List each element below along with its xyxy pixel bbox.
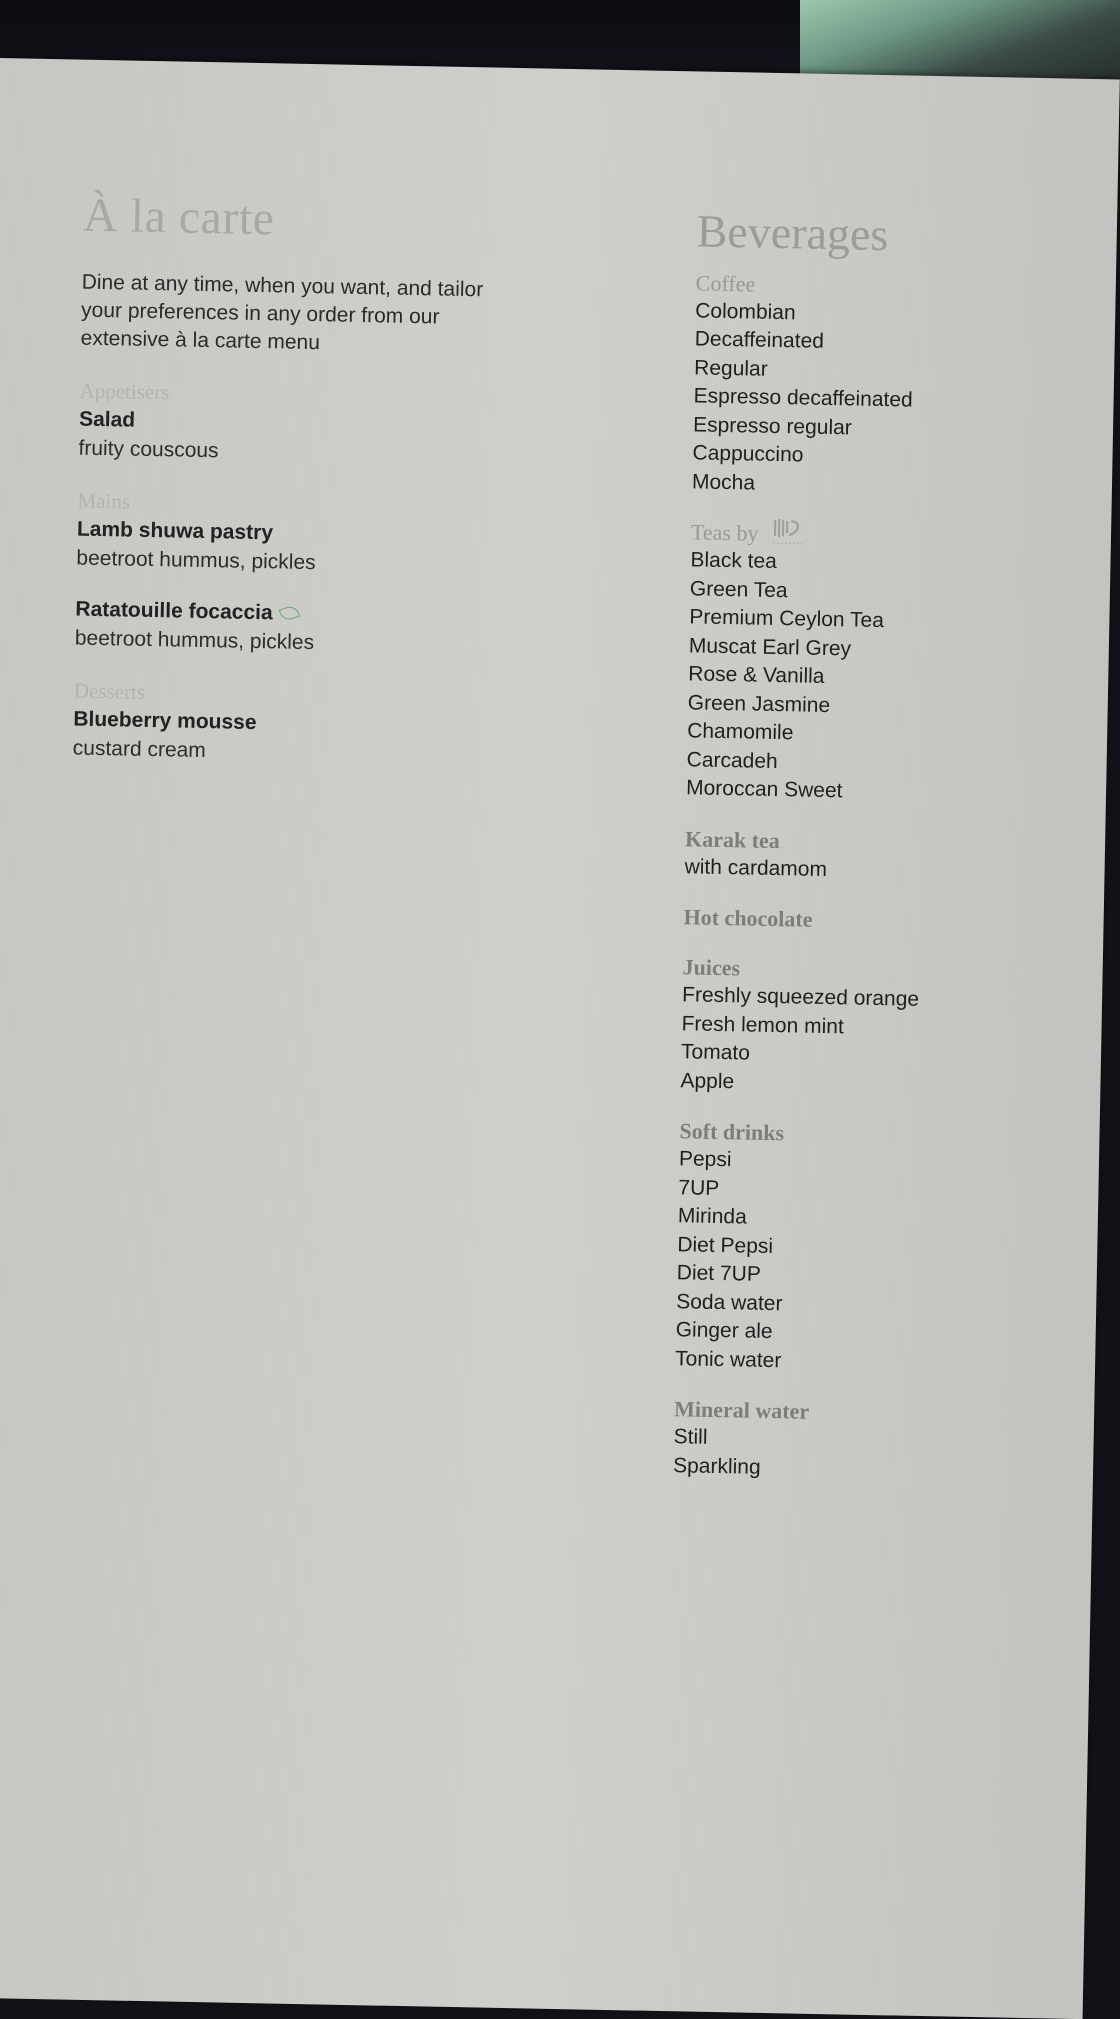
teas-group	[686, 518, 1051, 809]
karak-list	[684, 853, 1044, 888]
beverage-item: Pepsi	[678, 1147, 732, 1172]
a-la-carte-column	[72, 190, 583, 796]
beverage-item: Espresso decaffeinated	[693, 384, 913, 412]
beverage-item: Soda water	[676, 1289, 783, 1315]
beverage-item: Apple	[680, 1068, 735, 1093]
beverage-item: Cappuccino	[692, 441, 804, 467]
mineral-water-label: Mineral water	[673, 1396, 810, 1424]
coffee-list	[692, 297, 1056, 503]
beverage-item: Tomato	[680, 1040, 751, 1065]
coffee-group	[692, 269, 1056, 503]
vegetarian-leaf-icon	[279, 604, 300, 622]
dish-description: fruity couscous	[78, 436, 219, 463]
dish-description: beetroot hummus, pickles	[74, 626, 315, 654]
beverage-item: Muscat Earl Grey	[688, 633, 852, 661]
beverage-item: Black tea	[690, 548, 778, 574]
beverage-item: Colombian	[695, 298, 796, 324]
dish-name-text: Salad	[78, 407, 136, 432]
a-la-carte-title: À la carte	[82, 188, 276, 246]
dish-item	[72, 704, 573, 772]
beverage-item: Tonic water	[674, 1346, 782, 1372]
section-label: Mains	[77, 488, 131, 514]
beverage-item: Chamomile	[686, 719, 794, 745]
karak-label: Karak tea	[684, 825, 781, 853]
mineral-water-group	[673, 1395, 1035, 1487]
teas-list	[686, 546, 1051, 809]
hot-chocolate-label: Hot chocolate	[683, 904, 813, 932]
beverage-item: Carcadeh	[686, 747, 778, 773]
tea-brand-logo-icon	[768, 521, 808, 548]
beverage-item: Sparkling	[672, 1453, 761, 1479]
mains-section	[75, 486, 578, 662]
dish-description: custard cream	[72, 736, 207, 762]
dish-name-text: Ratatouille focaccia	[75, 597, 273, 625]
beverage-item: Premium Ceylon Tea	[689, 605, 885, 633]
desserts-section	[72, 676, 574, 772]
beverage-item: Fresh lemon mint	[681, 1011, 845, 1038]
beverage-item: Mirinda	[677, 1204, 747, 1229]
beverage-item: Espresso regular	[692, 412, 853, 440]
beverage-item: Rose & Vanilla	[688, 662, 825, 689]
mineral-water-list	[673, 1423, 1034, 1487]
beverage-item: Diet Pepsi	[677, 1232, 774, 1258]
section-label: Appetisers	[79, 378, 170, 405]
dish-item	[78, 404, 579, 472]
beverage-item: Still	[673, 1425, 708, 1449]
karak-group	[684, 825, 1045, 888]
beverage-item: Freshly squeezed orange	[681, 983, 920, 1011]
juices-list	[680, 981, 1042, 1102]
beverage-item: Green Tea	[689, 576, 788, 602]
hot-chocolate-group	[683, 903, 1043, 938]
dish-description: beetroot hummus, pickles	[76, 546, 316, 574]
teas-label-text: Teas by	[690, 519, 759, 546]
beverage-item: Diet 7UP	[676, 1261, 762, 1286]
a-la-carte-intro: Dine at any time, when you want, and tailor your preferences in any order from our extensive à la carte menu	[80, 270, 484, 354]
soft-drinks-label: Soft drinks	[679, 1118, 785, 1146]
dish-item	[76, 514, 577, 582]
soft-drinks-list	[675, 1145, 1039, 1380]
menu-page	[0, 58, 1120, 2019]
dish-name-text: Blueberry mousse	[73, 707, 257, 734]
beverage-item: 7UP	[678, 1175, 720, 1200]
beverage-item: Green Jasmine	[687, 690, 831, 717]
juices-group	[680, 953, 1043, 1102]
soft-drinks-group	[675, 1117, 1040, 1380]
beverage-item: Ginger ale	[675, 1318, 773, 1344]
dish-name-text: Lamb shuwa pastry	[76, 517, 274, 545]
dish-item	[75, 594, 576, 662]
juices-label: Juices	[682, 954, 741, 981]
beverage-item: Moroccan Sweet	[685, 776, 843, 803]
beverage-item: Mocha	[691, 469, 756, 495]
beverage-item: Decaffeinated	[694, 327, 825, 353]
beverage-item: with cardamom	[684, 854, 828, 881]
appetisers-section	[78, 376, 580, 472]
beverages-title: Beverages	[696, 205, 889, 261]
beverage-item: Regular	[693, 355, 768, 381]
beverages-column	[672, 206, 1057, 1509]
coffee-label: Coffee	[695, 269, 756, 297]
section-label: Desserts	[73, 678, 146, 704]
